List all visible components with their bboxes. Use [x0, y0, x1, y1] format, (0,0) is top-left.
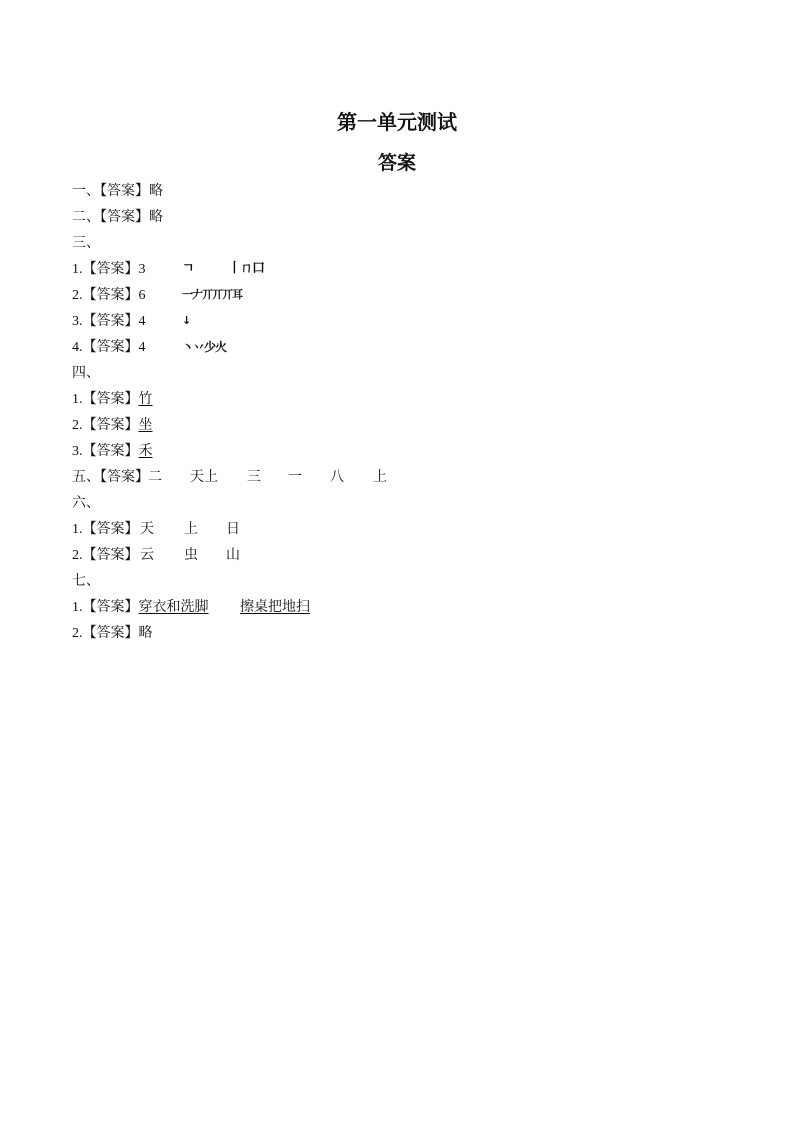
- section-3-item-4: [72, 335, 227, 359]
- section-4-heading: 四、: [72, 365, 100, 381]
- stroke-count: 4: [138, 314, 146, 329]
- section-4-item-3: [72, 439, 153, 463]
- item-prefix: 五、【答案】: [72, 469, 149, 485]
- item-prefix: 2.【答案】: [72, 418, 139, 433]
- section-3-item-3: [72, 309, 191, 333]
- item-prefix: 1.【答案】: [72, 600, 139, 615]
- item-prefix: 3.【答案】: [72, 444, 139, 459]
- answer-text: 擦桌把地扫: [240, 599, 310, 615]
- item-prefix: 2.【答案】: [72, 548, 139, 563]
- answer-word: 天上: [190, 469, 218, 485]
- item-prefix: 1.【答案】: [72, 392, 139, 407]
- answer-word: 上: [184, 521, 198, 537]
- item-prefix: 4.【答案】: [72, 340, 139, 355]
- stroke-order-a: ↓: [182, 314, 191, 327]
- section-3-heading: 三、: [72, 235, 100, 251]
- section-4-item-1: [72, 387, 153, 411]
- section-6-item-2: [72, 543, 372, 567]
- answer-word: 八: [330, 469, 344, 485]
- answer-word: 三: [247, 469, 261, 485]
- section-3-item-1: [72, 257, 265, 281]
- answer-word: 山: [226, 547, 240, 563]
- answer-text: 竹: [138, 391, 153, 407]
- answer-text: 穿衣和洗脚: [138, 599, 209, 615]
- section-1-answer: 一、【答案】略: [72, 183, 163, 199]
- item-prefix: 1.【答案】: [72, 262, 139, 277]
- stroke-order-a: 一𠂇丌丌丌耳: [182, 288, 242, 301]
- answer-word: 一: [288, 469, 302, 485]
- stroke-order-b: 丨ㄇ口: [228, 261, 265, 276]
- answer-word: 云: [140, 547, 154, 563]
- answer-word: 上: [373, 469, 387, 485]
- section-7-item-2: [72, 621, 153, 645]
- page-title: 第一单元测试: [337, 110, 457, 134]
- section-2-answer: 二、【答案】略: [72, 209, 163, 225]
- answer-word: 日: [226, 521, 240, 537]
- section-5-answer: [72, 465, 432, 489]
- stroke-count: 4: [138, 340, 146, 355]
- item-prefix: 2.【答案】: [72, 288, 139, 303]
- section-3-item-2: [72, 283, 242, 307]
- item-prefix: 1.【答案】: [72, 522, 139, 537]
- answer-text: 禾: [138, 443, 153, 459]
- answer-word: 天: [140, 521, 154, 537]
- stroke-count: 3: [138, 262, 146, 277]
- item-prefix: 3.【答案】: [72, 314, 139, 329]
- item-prefix: 2.【答案】: [72, 626, 139, 641]
- section-6-item-1: [72, 517, 372, 541]
- section-7-heading: 七、: [72, 573, 100, 589]
- answer-word: 虫: [184, 547, 198, 563]
- section-6-heading: 六、: [72, 495, 100, 511]
- page-subtitle: 答案: [377, 152, 416, 174]
- stroke-count: 6: [138, 288, 146, 303]
- answer-word: 二: [148, 469, 162, 485]
- answer-text: 略: [138, 625, 153, 641]
- section-4-item-2: [72, 413, 153, 437]
- section-7-item-1: [72, 595, 412, 619]
- stroke-order-a: ㄱ: [182, 261, 194, 276]
- answer-text: 坐: [138, 417, 153, 433]
- stroke-order-a: 丶丷少火: [182, 340, 227, 354]
